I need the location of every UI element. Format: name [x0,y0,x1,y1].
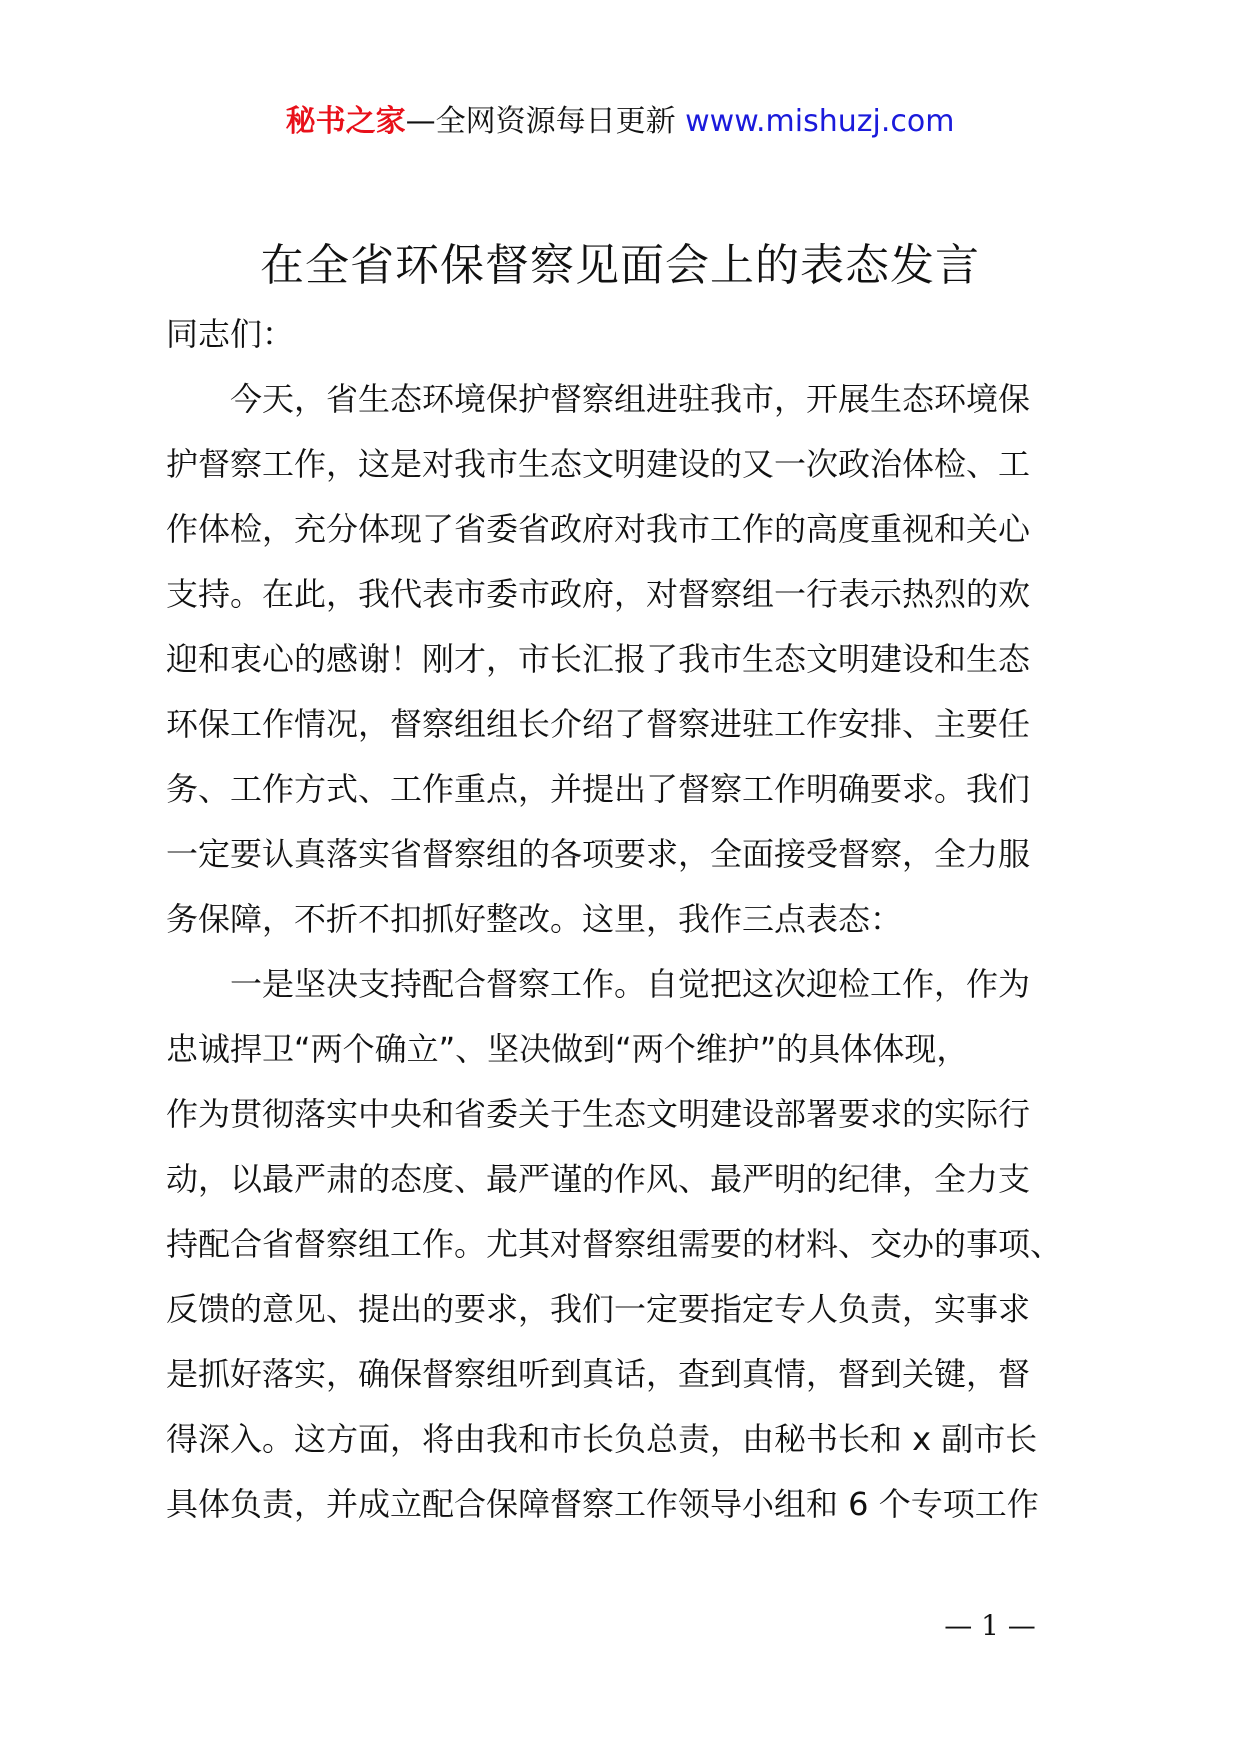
page-number: — 1 — [944,1609,1036,1642]
site-tagline: —全网资源每日更新 [405,104,686,139]
paragraph-line: 得深入。这方面，将由我和市长负总责，由秘书长和 x 副市长 [166,1420,1038,1458]
paragraph-line: 一是坚决支持配合督察工作。自觉把这次迎检工作，作为 [230,965,1031,1003]
paragraph-line: 环保工作情况，督察组组长介绍了督察进驻工作安排、主要任 [166,705,1031,743]
paragraph-line: 持配合省督察组工作。尤其对督察组需要的材料、交办的事项、 [166,1225,1063,1263]
site-brand: 秘书之家 [285,104,406,139]
paragraph-line: 今天，省生态环境保护督察组进驻我市，开展生态环境保 [230,380,1031,418]
paragraph-line: 护督察工作，这是对我市生态文明建设的又一次政治体检、工 [166,445,1031,483]
paragraph-line: 务、工作方式、工作重点，并提出了督察工作明确要求。我们 [166,770,1031,808]
paragraph-line: 动，以最严肃的态度、最严谨的作风、最严明的纪律，全力支 [166,1160,1031,1198]
paragraph-line: 具体负责，并成立配合保障督察工作领导小组和 6 个专项工作 [166,1485,1039,1523]
paragraph-line: 忠诚捍卫“两个确立”、坚决做到“两个维护”的具体体现， [166,1030,969,1068]
paragraph-line: 务保障，不折不扣抓好整改。这里，我作三点表态： [166,900,903,938]
document-body [166,302,1086,1537]
document-title: 在全省环保督察见面会上的表态发言 [260,240,980,291]
site-url-link[interactable]: www.mishuzj.com [685,104,955,139]
paragraph-line: 支持。在此，我代表市委市政府，对督察组一行表示热烈的欢 [166,575,1031,613]
paragraph-line: 迎和衷心的感谢！刚才，市长汇报了我市生态文明建设和生态 [166,640,1031,678]
site-header [0,102,1240,142]
paragraph-line: 反馈的意见、提出的要求，我们一定要指定专人负责，实事求 [166,1290,1031,1328]
salutation: 同志们： [166,315,295,353]
paragraph-line: 是抓好落实，确保督察组听到真话，查到真情，督到关键，督 [166,1355,1031,1393]
paragraph-line: 一定要认真落实省督察组的各项要求，全面接受督察，全力服 [166,835,1031,873]
paragraph-line: 作为贯彻落实中央和省委关于生态文明建设部署要求的实际行 [166,1095,1031,1133]
paragraph-line: 作体检，充分体现了省委省政府对我市工作的高度重视和关心 [166,510,1031,548]
